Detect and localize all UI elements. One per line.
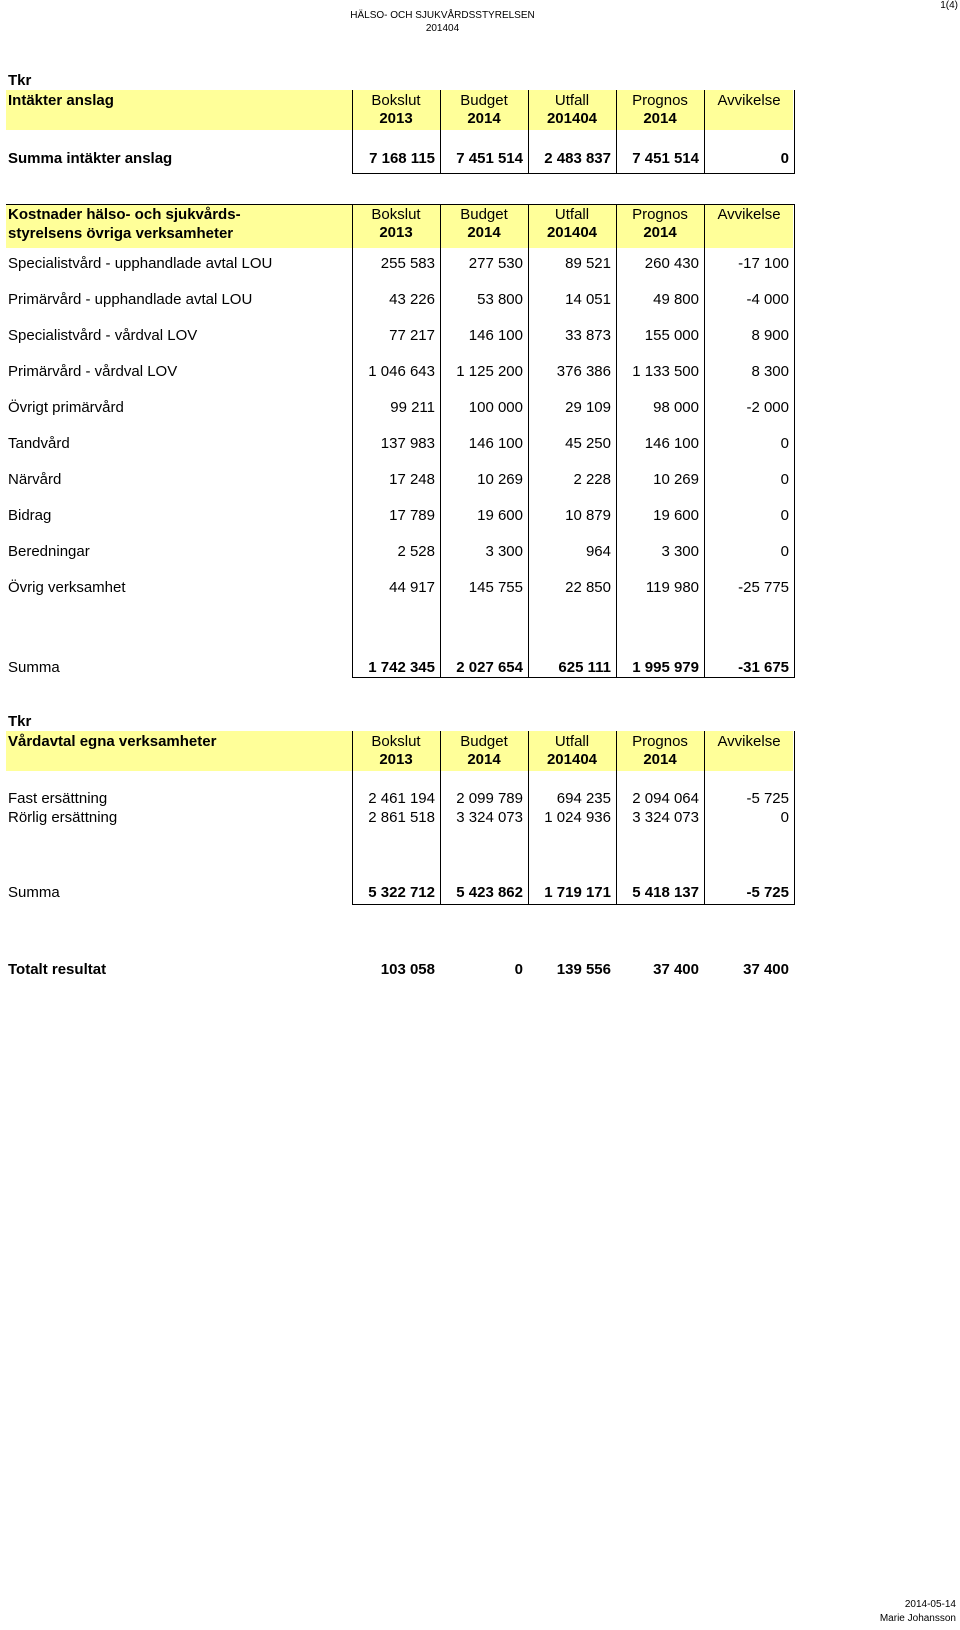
- bokslut-value: 5 322 712: [368, 884, 435, 901]
- row-label: Beredningar: [8, 543, 90, 560]
- prognos-value: 7 451 514: [632, 150, 699, 167]
- budget-value: 100 000: [468, 399, 523, 416]
- avvikelse-value: 8 900: [751, 327, 789, 344]
- row-label: Summa: [8, 659, 60, 676]
- table-row: [0, 289, 960, 311]
- prognos-value: 1 995 979: [632, 659, 699, 676]
- budget-value: 277 530: [468, 255, 523, 272]
- table-row: [0, 433, 960, 455]
- prognos-header-period: 2014: [643, 224, 677, 241]
- row-label: Rörlig ersättning: [8, 809, 118, 826]
- row-label: Primärvård - vårdval LOV: [8, 363, 178, 380]
- row-label: Primärvård - upphandlade avtal LOU: [8, 291, 253, 308]
- bokslut-value: 2 528: [397, 543, 435, 560]
- avvikelse-value: 8 300: [751, 363, 789, 380]
- grid-line: [352, 173, 795, 174]
- fast-ersattning-row: [0, 789, 960, 809]
- grid-line: [6, 204, 795, 205]
- bokslut-column-header: [352, 206, 440, 242]
- report-period: 201404: [425, 23, 460, 34]
- prognos-value: 146 100: [644, 435, 699, 452]
- prognos-value: 3 324 073: [632, 809, 699, 826]
- avvikelse-value: 0: [780, 150, 789, 167]
- utfall-value: 964: [585, 543, 611, 560]
- bokslut-header-period: 2013: [379, 751, 413, 768]
- bokslut-header-label: Bokslut: [371, 733, 421, 750]
- avvikelse-value: 0: [780, 435, 789, 452]
- utfall-value: 1 719 171: [544, 884, 611, 901]
- bokslut-value: 99 211: [390, 399, 435, 416]
- row-label: Specialistvård - upphandlade avtal LOU: [8, 255, 273, 272]
- bokslut-header-period: 2013: [379, 224, 413, 241]
- organization-name: HÄLSO- OCH SJUKVÅRDSSTYRELSEN: [350, 10, 535, 21]
- budget-value: 145 755: [468, 579, 523, 596]
- prognos-value: 1 133 500: [632, 363, 699, 380]
- bokslut-value: 255 583: [380, 255, 435, 272]
- prognos-value: 155 000: [644, 327, 699, 344]
- bokslut-value: 1 742 345: [368, 659, 435, 676]
- prognos-column-header: [616, 92, 704, 128]
- avvikelse-value: -2 000: [746, 399, 789, 416]
- avvikelse-value: -25 775: [738, 579, 789, 596]
- prognos-value: 49 800: [653, 291, 699, 308]
- utfall-value: 1 024 936: [544, 809, 611, 826]
- utfall-column-header: [528, 92, 616, 128]
- budget-value: 0: [514, 961, 523, 978]
- avvikelse-column-header: [704, 733, 794, 751]
- utfall-value: 29 109: [565, 399, 611, 416]
- budget-value: 146 100: [468, 435, 523, 452]
- prognos-value: 10 269: [653, 471, 699, 488]
- section2-title-line2: styrelsens övriga verksamheter: [8, 225, 234, 242]
- unit-label: Tkr: [8, 72, 32, 89]
- avvikelse-value: -31 675: [738, 659, 789, 676]
- bokslut-header-label: Bokslut: [371, 206, 421, 223]
- table-row: [0, 253, 960, 275]
- utfall-value: 45 250: [565, 435, 611, 452]
- row-label: Bidrag: [8, 507, 52, 524]
- table-row: [0, 325, 960, 347]
- prognos-column-header: [616, 206, 704, 242]
- avvikelse-value: -5 725: [746, 884, 789, 901]
- section3-title: Vårdavtal egna verksamheter: [8, 733, 217, 750]
- row-label: Summa intäkter anslag: [8, 150, 173, 167]
- row-label: Fast ersättning: [8, 790, 108, 807]
- bokslut-value: 17 789: [389, 507, 435, 524]
- utfall-header-period: 201404: [546, 751, 598, 768]
- budget-header-label: Budget: [460, 92, 508, 109]
- avvikelse-header-label: Avvikelse: [717, 206, 781, 223]
- avvikelse-column-header: [704, 92, 794, 110]
- budget-value: 3 300: [485, 543, 523, 560]
- prognos-header-period: 2014: [643, 751, 677, 768]
- prognos-header-label: Prognos: [632, 92, 688, 109]
- bokslut-column-header: [352, 92, 440, 128]
- row-label: Totalt resultat: [8, 961, 107, 978]
- budget-column-header: [440, 733, 528, 769]
- utfall-header-period: 201404: [546, 110, 598, 127]
- bokslut-value: 103 058: [380, 961, 435, 978]
- prognos-value: 260 430: [644, 255, 699, 272]
- row-label: Tandvård: [8, 435, 70, 452]
- budget-value: 2 099 789: [456, 790, 523, 807]
- utfall-value: 625 111: [558, 659, 611, 676]
- utfall-value: 10 879: [565, 507, 611, 524]
- bokslut-column-header: [352, 733, 440, 769]
- utfall-value: 694 235: [556, 790, 611, 807]
- budget-value: 7 451 514: [456, 150, 523, 167]
- utfall-value: 376 386: [556, 363, 611, 380]
- utfall-value: 22 850: [565, 579, 611, 596]
- bokslut-value: 44 917: [389, 579, 435, 596]
- bokslut-value: 77 217: [389, 327, 435, 344]
- avvikelse-value: -4 000: [746, 291, 789, 308]
- utfall-column-header: [528, 733, 616, 769]
- avvikelse-column-header: [704, 206, 794, 224]
- budget-value: 2 027 654: [456, 659, 523, 676]
- avvikelse-value: 37 400: [743, 961, 789, 978]
- prognos-column-header: [616, 733, 704, 769]
- bokslut-value: 2 861 518: [368, 809, 435, 826]
- utfall-header-label: Utfall: [554, 92, 590, 109]
- row-label: Övrigt primärvård: [8, 399, 124, 416]
- prognos-header-period: 2014: [643, 110, 677, 127]
- table-row: [0, 541, 960, 563]
- prognos-header-label: Prognos: [632, 206, 688, 223]
- prognos-value: 19 600: [653, 507, 699, 524]
- budget-value: 53 800: [477, 291, 523, 308]
- section1-title: Intäkter anslag: [8, 92, 114, 109]
- prognos-value: 37 400: [653, 961, 699, 978]
- table-row: [0, 577, 960, 599]
- bokslut-header-period: 2013: [379, 110, 413, 127]
- budget-header-period: 2014: [467, 110, 501, 127]
- prognos-value: 119 980: [645, 579, 699, 596]
- budget-column-header: [440, 206, 528, 242]
- prognos-header-label: Prognos: [632, 733, 688, 750]
- avvikelse-header-label: Avvikelse: [717, 92, 781, 109]
- row-label: Närvård: [8, 471, 62, 488]
- row-label: Summa: [8, 884, 60, 901]
- budget-header-period: 2014: [467, 224, 501, 241]
- utfall-value: 14 051: [565, 291, 611, 308]
- prognos-value: 3 300: [661, 543, 699, 560]
- budget-value: 19 600: [477, 507, 523, 524]
- utfall-header-label: Utfall: [554, 206, 590, 223]
- section2-title-line1: Kostnader hälso- och sjukvårds-: [8, 206, 241, 223]
- budget-column-header: [440, 92, 528, 128]
- utfall-value: 89 521: [565, 255, 611, 272]
- utfall-header-label: Utfall: [554, 733, 590, 750]
- footer-date: 2014-05-14: [904, 1599, 956, 1610]
- avvikelse-value: 0: [780, 507, 789, 524]
- utfall-header-period: 201404: [546, 224, 598, 241]
- utfall-value: 139 556: [556, 961, 611, 978]
- avvikelse-value: 0: [780, 543, 789, 560]
- budget-value: 3 324 073: [456, 809, 523, 826]
- utfall-value: 2 228: [573, 471, 611, 488]
- budget-value: 1 125 200: [456, 363, 523, 380]
- avvikelse-value: -5 725: [746, 790, 789, 807]
- avvikelse-header-label: Avvikelse: [717, 733, 781, 750]
- table-row: [0, 469, 960, 491]
- avvikelse-value: 0: [780, 809, 789, 826]
- summa-intakter-row: [0, 148, 960, 170]
- rorlig-ersattning-row: [0, 808, 960, 828]
- budget-value: 5 423 862: [456, 884, 523, 901]
- bokslut-value: 2 461 194: [368, 790, 435, 807]
- prognos-value: 5 418 137: [632, 884, 699, 901]
- budget-value: 10 269: [477, 471, 523, 488]
- budget-header-period: 2014: [467, 751, 501, 768]
- table-row: [0, 397, 960, 419]
- row-label: Specialistvård - vårdval LOV: [8, 327, 198, 344]
- section3-sum-row: [0, 882, 960, 904]
- footer-author: Marie Johansson: [879, 1613, 956, 1624]
- utfall-value: 2 483 837: [544, 150, 611, 167]
- row-label: Övrig verksamhet: [8, 579, 126, 596]
- utfall-column-header: [528, 206, 616, 242]
- bokslut-value: 17 248: [389, 471, 435, 488]
- section2-sum-row: [0, 657, 960, 679]
- bokslut-value: 137 983: [380, 435, 435, 452]
- bokslut-header-label: Bokslut: [371, 92, 421, 109]
- prognos-value: 2 094 064: [632, 790, 699, 807]
- table-row: [0, 505, 960, 527]
- budget-header-label: Budget: [460, 206, 508, 223]
- table-row: [0, 361, 960, 383]
- grid-line: [352, 904, 795, 905]
- unit-label: Tkr: [8, 713, 32, 730]
- bokslut-value: 43 226: [389, 291, 435, 308]
- utfall-value: 33 873: [565, 327, 611, 344]
- totalt-resultat-row: [0, 959, 960, 981]
- bokslut-value: 7 168 115: [369, 150, 435, 167]
- avvikelse-value: -17 100: [738, 255, 789, 272]
- page-number: 1(4): [940, 0, 958, 11]
- bokslut-value: 1 046 643: [368, 363, 435, 380]
- budget-header-label: Budget: [460, 733, 508, 750]
- prognos-value: 98 000: [653, 399, 699, 416]
- avvikelse-value: 0: [780, 471, 789, 488]
- budget-value: 146 100: [468, 327, 523, 344]
